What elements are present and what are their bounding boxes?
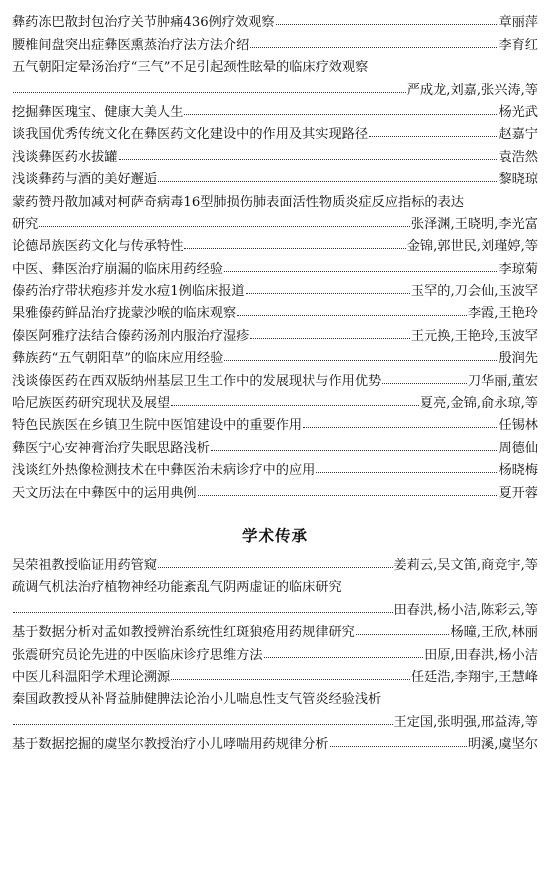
toc-entry (12, 344, 538, 366)
dot-leader (198, 495, 498, 496)
toc-section-ethnic-medicine (12, 8, 538, 501)
toc-line (12, 75, 538, 97)
toc-entry (12, 299, 538, 321)
dot-leader (39, 226, 410, 227)
toc-entry-title: 蒙药赞丹散加减对柯萨奇病毒16型肺损伤肺表面活性物质炎症反应指标的表达 (12, 194, 464, 210)
toc-entry-title: 浅谈彝药与酒的美好邂逅 (12, 172, 158, 188)
dot-leader (303, 427, 497, 428)
toc-entry-authors: 刀华丽,董宏 (467, 373, 538, 389)
toc-entry-authors: 杨光武 (498, 104, 538, 120)
dot-leader (171, 405, 419, 406)
toc-entry-authors: 田春洪,杨小洁,陈彩云,等 (393, 602, 538, 618)
toc-line (12, 456, 538, 478)
toc-line (12, 277, 538, 299)
toc-entry (12, 53, 538, 98)
toc-entry-title: 张震研究员论先进的中医临床诊疗思维方法 (12, 647, 263, 663)
toc-entry-authors: 明溪,虞坚尔 (467, 737, 538, 753)
toc-line (12, 120, 538, 142)
toc-line (12, 53, 538, 75)
toc-entry-authors: 周德仙 (498, 440, 538, 456)
toc-line (12, 165, 538, 187)
toc-entry-authors: 李育红 (498, 37, 538, 53)
toc-entry (12, 411, 538, 433)
toc-line (12, 595, 538, 617)
toc-entry-title: 特色民族医在乡镇卫生院中医馆建设中的重要作用 (12, 418, 303, 434)
toc-entry-authors: 夏亮,金锦,俞永琼,等 (419, 396, 538, 412)
toc-entry-title: 浅谈傣医药在西双版纳州基层卫生工作中的发展现状与作用优势 (12, 373, 382, 389)
dot-leader (171, 679, 410, 680)
toc-entry-authors: 杨曈,王欣,林丽 (450, 625, 538, 641)
toc-entry (12, 321, 538, 343)
toc-entry-title: 哈尼族医药研究现状及展望 (12, 396, 171, 412)
toc-entry-authors: 田原,田春洪,杨小洁 (424, 647, 538, 663)
toc-entry (12, 232, 538, 254)
toc-entry-title: 彝医宁心安神膏治疗失眠思路浅析 (12, 440, 210, 456)
toc-line (12, 210, 538, 232)
toc-entry-authors: 黎晓琼 (498, 172, 538, 188)
toc-line (12, 640, 538, 662)
toc-line (12, 478, 538, 500)
toc-entry-title: 浅谈红外热像检测技术在中彝医治未病诊疗中的应用 (12, 463, 316, 479)
toc-entry (12, 618, 538, 640)
toc-entry (12, 366, 538, 388)
toc-entry-authors: 严成龙,刘嘉,张兴涛,等 (406, 82, 538, 98)
toc-section-academic-inheritance (12, 551, 538, 753)
dot-leader (246, 293, 410, 294)
toc-entry-title: 浅谈彝医药水拔罐 (12, 149, 118, 165)
dot-leader (184, 248, 405, 249)
dot-leader (276, 24, 498, 25)
toc-line (12, 366, 538, 388)
toc-entry (12, 730, 538, 752)
toc-line (12, 344, 538, 366)
toc-entry (12, 478, 538, 500)
toc-entry-title: 果雅傣药鲜品治疗拢蒙沙喉的临床观察 (12, 306, 237, 322)
toc-entry-authors: 殷润先 (498, 351, 538, 367)
toc-entry-authors: 袁浩然 (498, 149, 538, 165)
toc-entry-title: 中医儿科温阳学术理论溯源 (12, 669, 171, 685)
dot-leader (356, 634, 450, 635)
toc-entry-authors: 任廷浩,李翔宇,王慧峰 (410, 669, 538, 685)
toc-entry (12, 456, 538, 478)
toc-entry-authors: 玉罕的,刀会仙,玉波罕 (410, 284, 538, 300)
dot-leader (211, 450, 498, 451)
dot-leader (224, 271, 497, 272)
toc-entry-title: 论德昂族医药文化与传承特性 (12, 239, 184, 255)
toc-line (12, 187, 538, 209)
toc-line (12, 389, 538, 411)
toc-entry-authors: 李琼菊 (498, 261, 538, 277)
toc-entry-title: 傣药治疗带状疱疹并发水痘1例临床报道 (12, 284, 245, 300)
section-heading: 学术传承 (241, 525, 308, 545)
toc-entry (12, 663, 538, 685)
toc-entry (12, 187, 538, 232)
toc-line (12, 663, 538, 685)
toc-entry-title: 基于数据挖掘的虞坚尔教授治疗小儿哮喘用药规律分析 (12, 737, 329, 753)
dot-leader (13, 612, 393, 613)
toc-entry (12, 8, 538, 30)
toc-entry-authors: 张泽渊,王晓明,李光富 (410, 216, 538, 232)
dot-leader (330, 746, 467, 747)
toc-entry (12, 98, 538, 120)
toc-entry-title: 中医、彝医治疗崩漏的临床用药经验 (12, 261, 223, 277)
toc-line (12, 254, 538, 276)
toc-entry-authors: 王元换,王艳玲,玉波罕 (410, 328, 538, 344)
toc-entry-title: 挖掘彝医瑰宝、健康大美人生 (12, 104, 184, 120)
toc-entry-authors: 金锦,郭世民,刘瑾婷,等 (406, 239, 538, 255)
toc-entry-authors: 王定国,张明强,邢益涛,等 (393, 714, 538, 730)
toc-entry-title: 吴荣祖教授临证用药管窥 (12, 557, 158, 573)
toc-entry-authors: 杨晓梅 (498, 463, 538, 479)
dot-leader (369, 136, 497, 137)
toc-entry (12, 165, 538, 187)
toc-line (12, 707, 538, 729)
toc-line (12, 30, 538, 52)
dot-leader (382, 383, 467, 384)
toc-entry-title: 彝族药“五气朝阳草”的临床应用经验 (12, 351, 224, 367)
toc-line (12, 685, 538, 707)
toc-line (12, 411, 538, 433)
dot-leader (13, 92, 406, 93)
dot-leader (316, 472, 497, 473)
toc-line (12, 142, 538, 164)
toc-entry-authors: 章丽萍 (498, 15, 538, 31)
toc-line (12, 433, 538, 455)
toc-entry (12, 30, 538, 52)
toc-entry (12, 640, 538, 662)
toc-line (12, 618, 538, 640)
dot-leader (250, 338, 410, 339)
toc-line (12, 232, 538, 254)
toc-entry (12, 120, 538, 142)
toc-line (12, 299, 538, 321)
toc-entry (12, 551, 538, 573)
toc-entry (12, 389, 538, 411)
toc-entry-title: 五气朝阳定晕汤治疗“三气”不足引起颈性眩晕的临床疗效观察 (12, 60, 369, 76)
toc-entry-title: 疏调气机法治疗植物神经功能紊乱气阴两虚证的临床研究 (12, 580, 342, 596)
dot-leader (237, 315, 467, 316)
toc-line (12, 8, 538, 30)
toc-entry-authors: 李霞,王艳玲 (467, 306, 538, 322)
dot-leader (264, 657, 424, 658)
toc-line (12, 98, 538, 120)
dot-leader (13, 724, 393, 725)
toc-entry-authors: 姜莉云,吴文笛,商竞宇,等 (393, 557, 538, 573)
toc-line (12, 551, 538, 573)
dot-leader (158, 181, 497, 182)
toc-entry-title: 秦国政教授从补肾益肺健脾法论治小儿喘息性支气管炎经验浅析 (12, 692, 382, 708)
toc-line (12, 321, 538, 343)
toc-line (12, 730, 538, 752)
dot-leader (184, 114, 497, 115)
toc-entry-title: 彝药冻巴散封包治疗关节肿痛436例疗效观察 (12, 15, 275, 31)
toc-entry-title: 腰椎间盘突出症彝医熏蒸治疗法方法介绍 (12, 37, 250, 53)
toc-entry (12, 433, 538, 455)
toc-entry (12, 254, 538, 276)
toc-entry-authors: 夏开蓉 (498, 485, 538, 501)
toc-line (12, 573, 538, 595)
toc-entry (12, 142, 538, 164)
toc-entry (12, 573, 538, 618)
toc-entry-title: 傣医阿雅疗法结合傣药汤剂内服治疗湿疹 (12, 328, 250, 344)
toc-entry (12, 685, 538, 730)
dot-leader (119, 159, 498, 160)
dot-leader (224, 360, 497, 361)
dot-leader (250, 47, 497, 48)
toc-entry-title: 谈我国优秀传统文化在彝医药文化建设中的作用及其实现路径 (12, 127, 369, 143)
toc-entry (12, 277, 538, 299)
toc-entry-authors: 赵嘉宁 (498, 127, 538, 143)
toc-entry-title: 研究 (12, 216, 39, 232)
dot-leader (158, 567, 392, 568)
toc-entry-authors: 任锡林 (498, 418, 538, 434)
toc-entry-title: 基于数据分析对孟如教授辨治系统性红斑狼疮用药规律研究 (12, 625, 355, 641)
toc-entry-title: 天文历法在中彝医中的运用典例 (12, 485, 197, 501)
